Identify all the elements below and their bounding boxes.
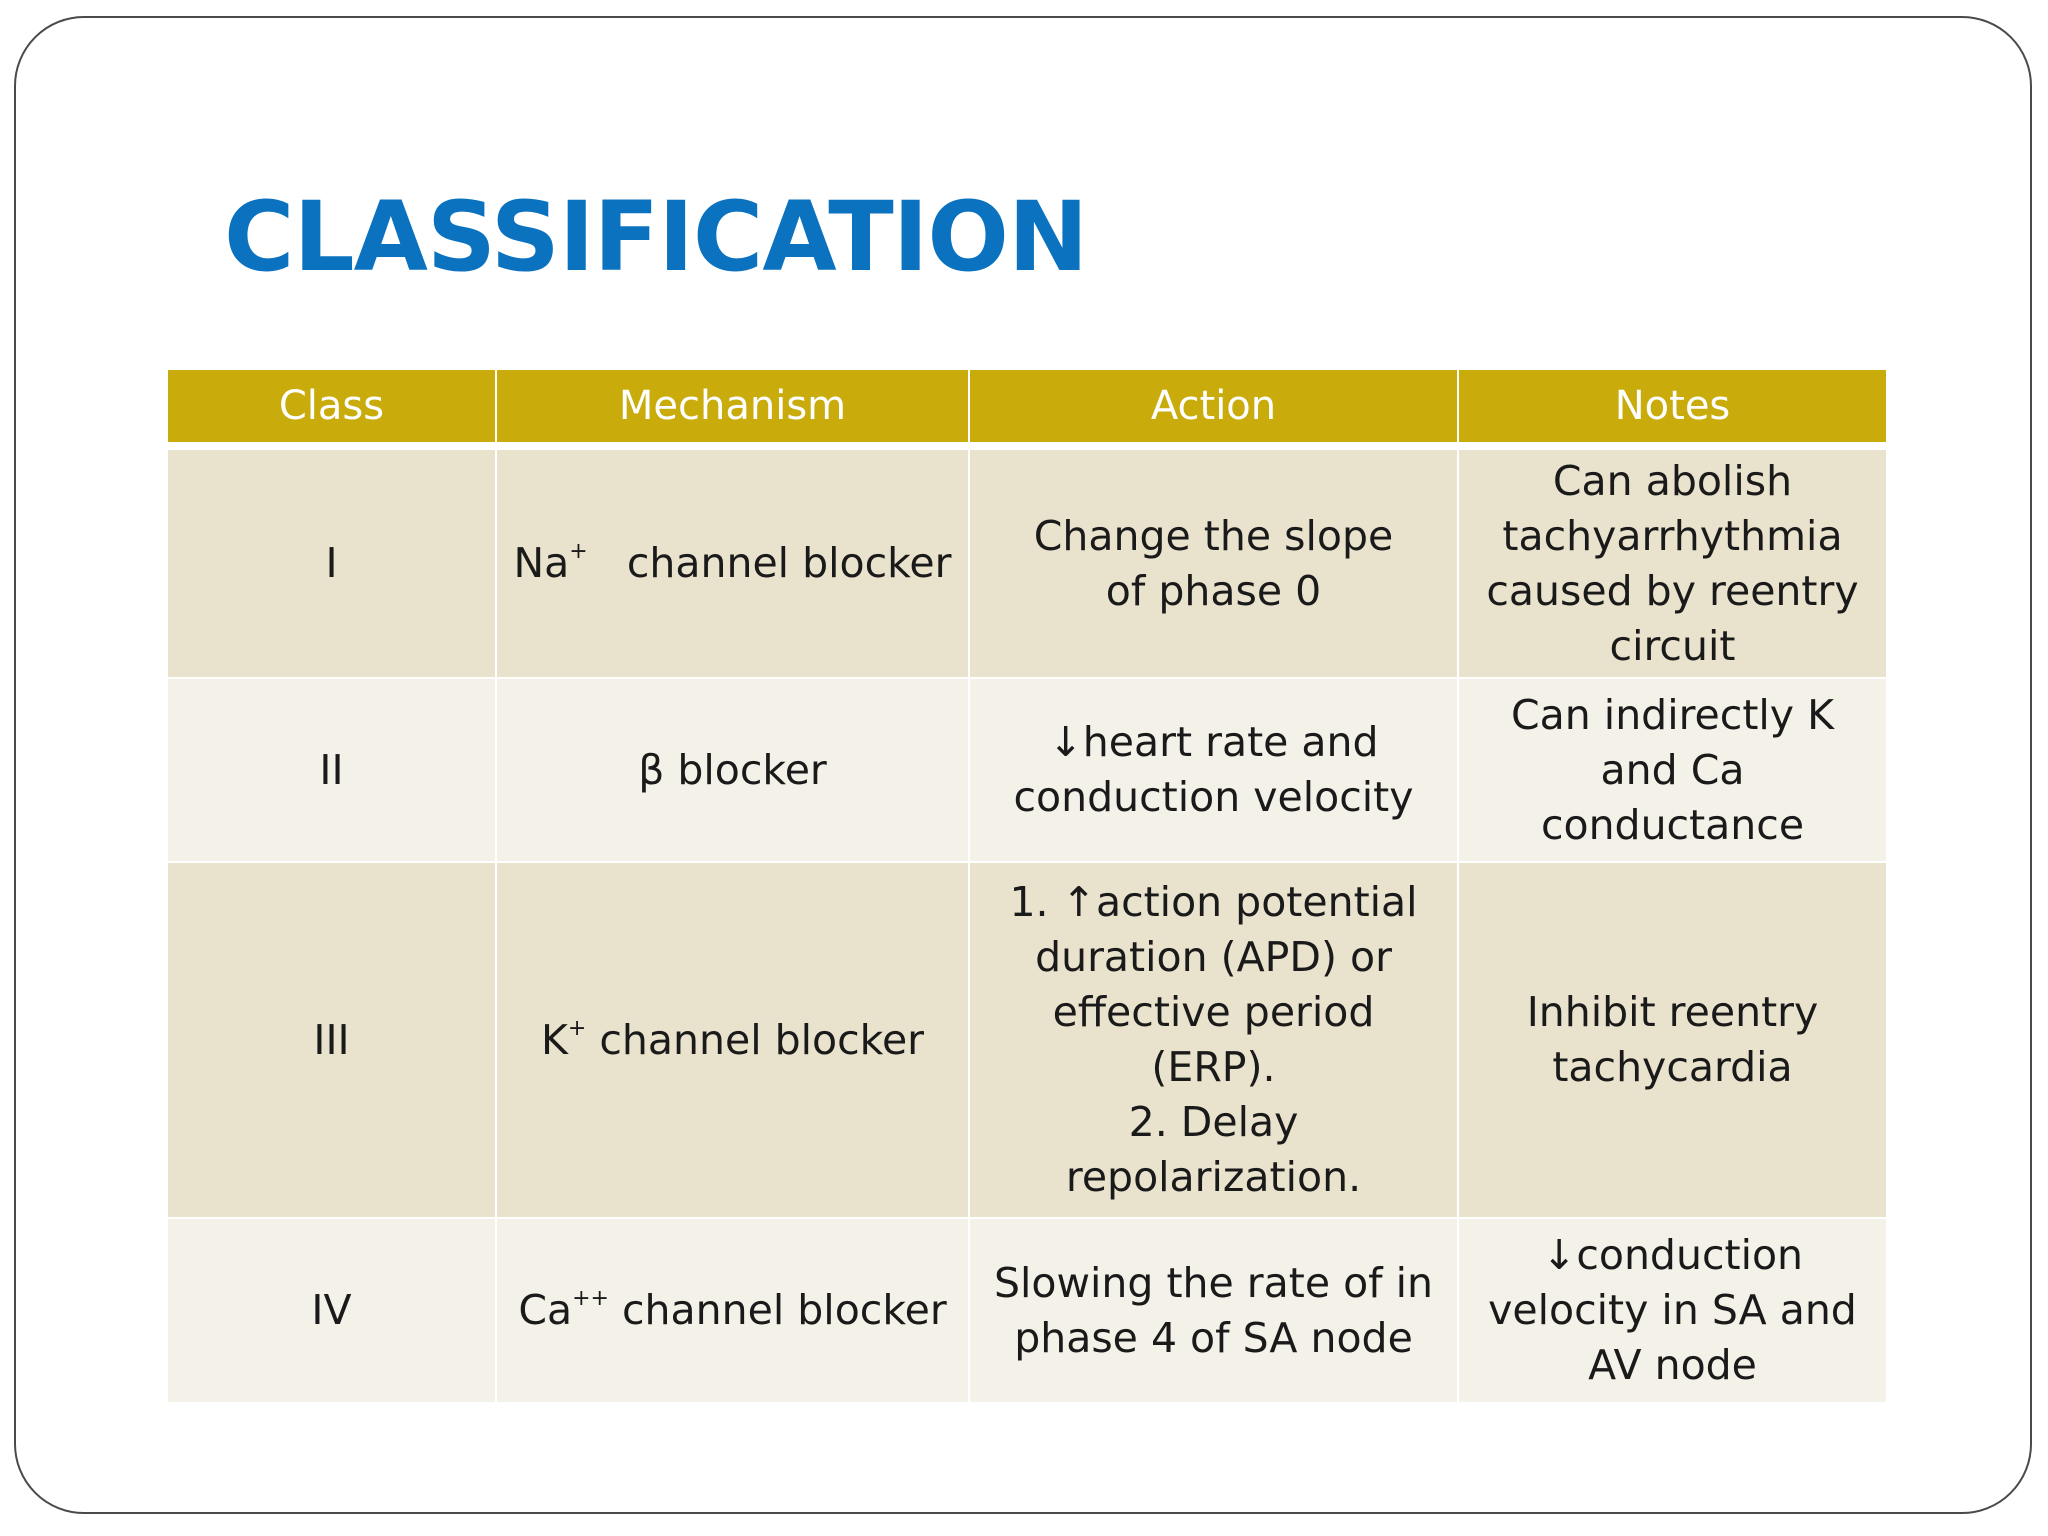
row-2-class: II [168,679,495,861]
row-3-notes: Inhibit reentry tachycardia [1459,863,1886,1217]
row-1-class: I [168,444,495,677]
row-3-action-item-2: 2. Delay repolarization. [1065,1098,1362,1201]
row-3-mechanism-ion: K [540,1015,568,1064]
row-1-mechanism [497,444,968,677]
classification-table [168,370,1886,1408]
row-4-class: IV [168,1219,495,1402]
row-3-action [970,863,1457,1217]
row-4-action: Slowing the rate of in phase 4 of SA node [970,1219,1457,1402]
row-3-mechanism-charge: + [567,1015,587,1041]
row-4-mechanism-rest: channel blocker [622,1286,947,1334]
row-3-class: III [168,863,495,1217]
row-3-action-list [990,875,1437,1205]
row-2-notes: Can indirectly K and Ca conductance [1459,679,1886,861]
row-4-mechanism [497,1219,968,1402]
row-1-action: Change the slope of phase 0 [970,444,1457,677]
row-1-notes: Can abolish tachyarrhythmia caused by reentry circuit [1459,444,1886,677]
row-1-mechanism-rest: channel blocker [626,539,952,587]
row-3-mechanism-rest: channel blocker [599,1015,925,1064]
header-class: Class [168,370,495,442]
header-action: Action [970,370,1457,442]
row-4-mechanism-ion: Ca [518,1286,573,1334]
slide-title: CLASSIFICATION [224,181,1088,293]
row-1-mechanism-ion: Na [513,539,570,587]
row-4-mechanism-charge: ++ [572,1286,609,1312]
row-3-action-item-1: 1. ↑action potential duration (APD) or effective period (ERP). [1009,878,1418,1091]
row-4-notes: ↓conduction velocity in SA and AV node [1459,1219,1886,1402]
header-notes: Notes [1459,370,1886,442]
header-mechanism: Mechanism [497,370,968,442]
row-1-mechanism-charge: + [569,539,588,565]
row-2-action: ↓heart rate and conduction velocity [970,679,1457,861]
row-3-mechanism [497,863,968,1217]
row-2-mechanism: β blocker [497,679,968,861]
